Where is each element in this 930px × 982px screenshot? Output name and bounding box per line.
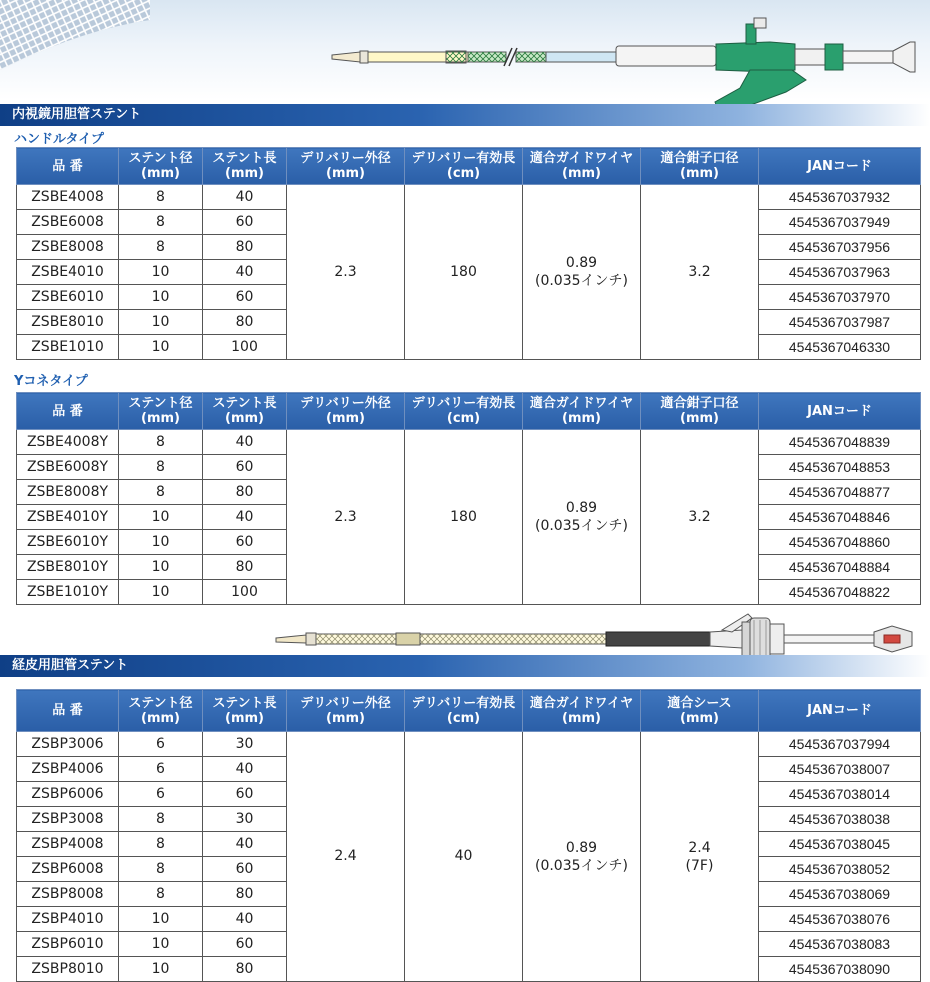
cell-diameter: 10 — [119, 932, 203, 957]
cell-jan: 4545367038076 — [759, 907, 921, 932]
cell-jan: 4545367037949 — [759, 210, 921, 235]
cell-jan: 4545367038045 — [759, 832, 921, 857]
cell-jan: 4545367048884 — [759, 555, 921, 580]
cell-jan: 4545367048846 — [759, 505, 921, 530]
cell-diameter: 6 — [119, 732, 203, 757]
cell-part: ZSBE8008Y — [17, 480, 119, 505]
header-stent-diameter: ステント径 (mm) — [119, 393, 203, 430]
cell-part: ZSBP3006 — [17, 732, 119, 757]
header-part: 品 番 — [17, 690, 119, 732]
cell-jan: 4545367046330 — [759, 335, 921, 360]
cell-jan: 4545367037987 — [759, 310, 921, 335]
cell-part: ZSBE1010Y — [17, 580, 119, 605]
stent-mesh-image — [0, 0, 150, 100]
section-title-percutaneous: 経皮用胆管ステント — [0, 655, 930, 677]
cell-part: ZSBP4010 — [17, 907, 119, 932]
cell-jan: 4545367038038 — [759, 807, 921, 832]
cell-sheath: 2.4 (7F) — [641, 732, 759, 982]
header-stent-diameter: ステント径 (mm) — [119, 690, 203, 732]
cell-part: ZSBP3008 — [17, 807, 119, 832]
cell-diameter: 6 — [119, 757, 203, 782]
cell-diameter: 10 — [119, 335, 203, 360]
cell-part: ZSBE4010 — [17, 260, 119, 285]
cell-jan: 4545367048877 — [759, 480, 921, 505]
cell-part: ZSBE4008Y — [17, 430, 119, 455]
cell-length: 60 — [203, 932, 287, 957]
cell-length: 80 — [203, 480, 287, 505]
header-sheath: 適合シース (mm) — [641, 690, 759, 732]
cell-part: ZSBE6008Y — [17, 455, 119, 480]
cell-length: 80 — [203, 310, 287, 335]
cell-length: 60 — [203, 857, 287, 882]
cell-length: 100 — [203, 335, 287, 360]
cell-length: 60 — [203, 210, 287, 235]
cell-length: 60 — [203, 285, 287, 310]
cell-effective-length: 180 — [405, 185, 523, 360]
cell-delivery-od: 2.4 — [287, 732, 405, 982]
cell-part: ZSBE4010Y — [17, 505, 119, 530]
cell-diameter: 8 — [119, 480, 203, 505]
cell-jan: 4545367038069 — [759, 882, 921, 907]
cell-diameter: 8 — [119, 832, 203, 857]
cell-diameter: 8 — [119, 455, 203, 480]
cell-diameter: 10 — [119, 285, 203, 310]
cell-part: ZSBE6008 — [17, 210, 119, 235]
header-effective-length: デリバリー有効長 (cm) — [405, 148, 523, 185]
header-channel: 適合鉗子口径 (mm) — [641, 393, 759, 430]
cell-length: 30 — [203, 732, 287, 757]
cell-diameter: 8 — [119, 210, 203, 235]
cell-diameter: 10 — [119, 907, 203, 932]
cell-diameter: 10 — [119, 310, 203, 335]
cell-diameter: 10 — [119, 580, 203, 605]
cell-jan: 4545367037932 — [759, 185, 921, 210]
cell-diameter: 8 — [119, 882, 203, 907]
cell-length: 80 — [203, 555, 287, 580]
cell-part: ZSBP4006 — [17, 757, 119, 782]
cell-jan: 4545367048839 — [759, 430, 921, 455]
cell-delivery-od: 2.3 — [287, 185, 405, 360]
subtitle-ycon-type: Yコネタイプ — [14, 374, 88, 389]
cell-diameter: 10 — [119, 530, 203, 555]
cell-part: ZSBE6010 — [17, 285, 119, 310]
header-delivery-od: デリバリー外径 (mm) — [287, 690, 405, 732]
cell-length: 60 — [203, 455, 287, 480]
cell-diameter: 10 — [119, 505, 203, 530]
header-guidewire: 適合ガイドワイヤ (mm) — [523, 690, 641, 732]
cell-length: 40 — [203, 832, 287, 857]
cell-guidewire: 0.89 (0.035インチ) — [523, 732, 641, 982]
cell-length: 40 — [203, 757, 287, 782]
cell-delivery-od: 2.3 — [287, 430, 405, 605]
cell-jan: 4545367048860 — [759, 530, 921, 555]
cell-part: ZSBP4008 — [17, 832, 119, 857]
cell-part: ZSBP8010 — [17, 957, 119, 982]
table-row — [17, 430, 921, 455]
cell-length: 100 — [203, 580, 287, 605]
table-percutaneous — [16, 689, 921, 982]
cell-length: 80 — [203, 882, 287, 907]
cell-length: 30 — [203, 807, 287, 832]
cell-length: 80 — [203, 957, 287, 982]
cell-length: 40 — [203, 505, 287, 530]
cell-diameter: 8 — [119, 807, 203, 832]
handle-delivery-device-image — [330, 14, 920, 112]
cell-part: ZSBP6008 — [17, 857, 119, 882]
cell-jan: 4545367037963 — [759, 260, 921, 285]
header-stent-diameter: ステント径 (mm) — [119, 148, 203, 185]
header-guidewire: 適合ガイドワイヤ (mm) — [523, 148, 641, 185]
cell-jan: 4545367038014 — [759, 782, 921, 807]
cell-part: ZSBE1010 — [17, 335, 119, 360]
cell-part: ZSBE8010 — [17, 310, 119, 335]
cell-diameter: 8 — [119, 235, 203, 260]
cell-jan: 4545367038083 — [759, 932, 921, 957]
cell-diameter: 8 — [119, 857, 203, 882]
table-row — [17, 732, 921, 757]
cell-length: 40 — [203, 260, 287, 285]
cell-jan: 4545367048822 — [759, 580, 921, 605]
header-stent-length: ステント長 (mm) — [203, 690, 287, 732]
header-part: 品 番 — [17, 148, 119, 185]
table-handle-type — [16, 147, 921, 360]
header-stent-length: ステント長 (mm) — [203, 148, 287, 185]
cell-part: ZSBP6006 — [17, 782, 119, 807]
section-title-endoscopic: 内視鏡用胆管ステント — [0, 104, 930, 126]
cell-jan: 4545367037956 — [759, 235, 921, 260]
header-stent-length: ステント長 (mm) — [203, 393, 287, 430]
cell-jan: 4545367038090 — [759, 957, 921, 982]
header-delivery-od: デリバリー外径 (mm) — [287, 148, 405, 185]
cell-guidewire: 0.89 (0.035インチ) — [523, 185, 641, 360]
cell-part: ZSBP6010 — [17, 932, 119, 957]
cell-effective-length: 180 — [405, 430, 523, 605]
cell-jan: 4545367038007 — [759, 757, 921, 782]
header-jan: JANコード — [759, 148, 921, 185]
cell-part: ZSBP8008 — [17, 882, 119, 907]
cell-part: ZSBE8010Y — [17, 555, 119, 580]
header-delivery-od: デリバリー外径 (mm) — [287, 393, 405, 430]
cell-length: 60 — [203, 782, 287, 807]
cell-effective-length: 40 — [405, 732, 523, 982]
cell-part: ZSBE4008 — [17, 185, 119, 210]
cell-jan: 4545367048853 — [759, 455, 921, 480]
cell-jan: 4545367037970 — [759, 285, 921, 310]
cell-diameter: 10 — [119, 957, 203, 982]
header-part: 品 番 — [17, 393, 119, 430]
header-jan: JANコード — [759, 690, 921, 732]
cell-length: 40 — [203, 430, 287, 455]
table-row — [17, 185, 921, 210]
header-jan: JANコード — [759, 393, 921, 430]
cell-part: ZSBE8008 — [17, 235, 119, 260]
cell-part: ZSBE6010Y — [17, 530, 119, 555]
header-guidewire: 適合ガイドワイヤ (mm) — [523, 393, 641, 430]
cell-jan: 4545367038052 — [759, 857, 921, 882]
cell-length: 40 — [203, 907, 287, 932]
cell-diameter: 10 — [119, 555, 203, 580]
cell-length: 60 — [203, 530, 287, 555]
subtitle-handle-type: ハンドルタイプ — [14, 132, 104, 147]
cell-length: 40 — [203, 185, 287, 210]
table-ycon-type — [16, 392, 921, 605]
cell-diameter: 6 — [119, 782, 203, 807]
cell-diameter: 8 — [119, 430, 203, 455]
cell-length: 80 — [203, 235, 287, 260]
cell-channel: 3.2 — [641, 430, 759, 605]
cell-diameter: 8 — [119, 185, 203, 210]
header-effective-length: デリバリー有効長 (cm) — [405, 690, 523, 732]
cell-channel: 3.2 — [641, 185, 759, 360]
cell-jan: 4545367037994 — [759, 732, 921, 757]
cell-diameter: 10 — [119, 260, 203, 285]
header-channel: 適合鉗子口径 (mm) — [641, 148, 759, 185]
header-effective-length: デリバリー有効長 (cm) — [405, 393, 523, 430]
cell-guidewire: 0.89 (0.035インチ) — [523, 430, 641, 605]
